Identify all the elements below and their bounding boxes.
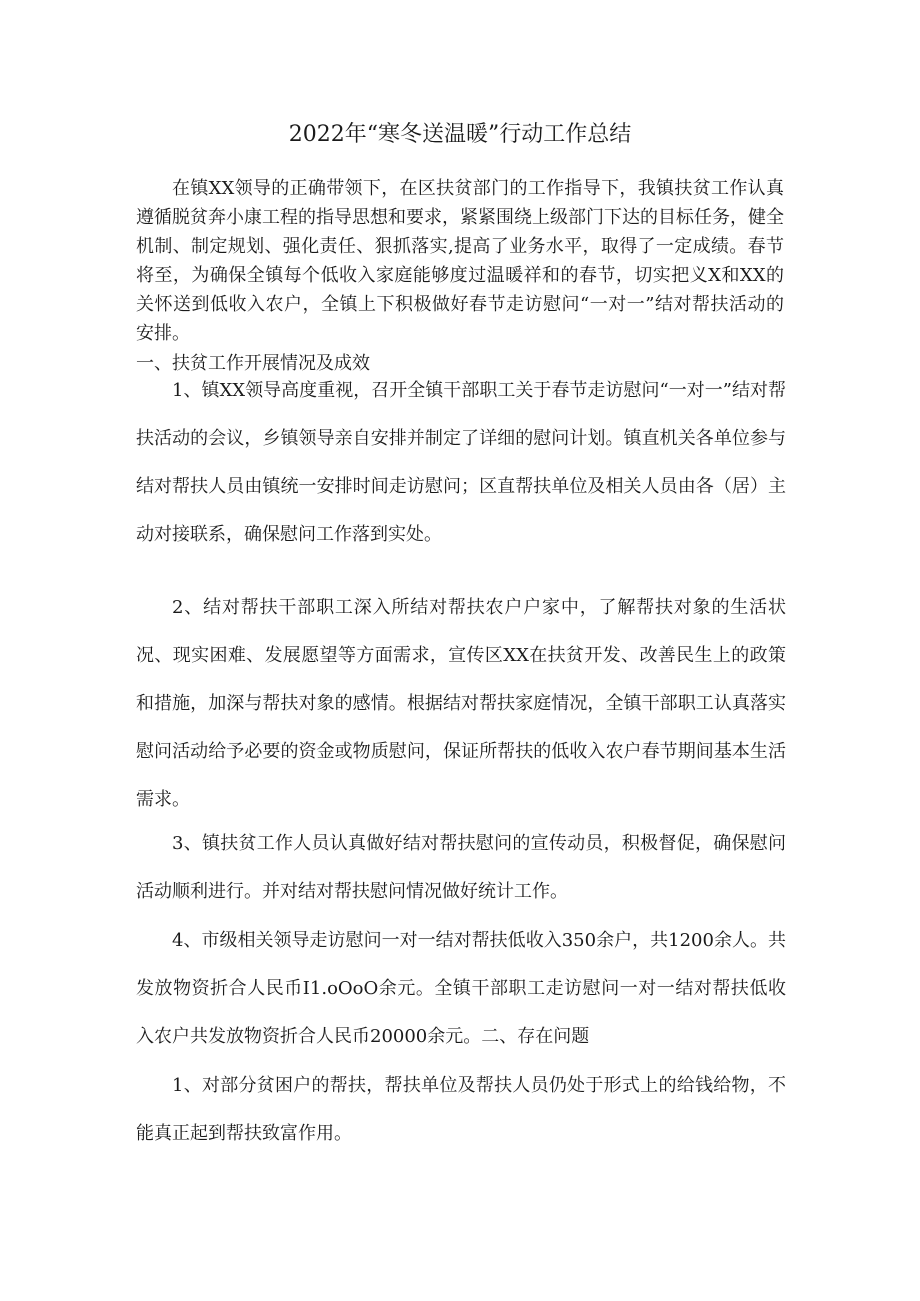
body-paragraph: 1、对部分贫困户的帮扶，帮扶单位及帮扶人员仍处于形式上的给钱给物，不能真正起到帮扶致富作用。 bbox=[136, 1075, 786, 1144]
body-paragraph: 4、市级相关领导走访慰问一对一结对帮扶低收入350余户，共1200余人。共发放物资折合人民币I1.oOoO余元。全镇干部职工走访慰问一对一结对帮扶低收入农户共发放物资折合人民币20000余元。二、存在问题 bbox=[136, 930, 786, 1047]
body-paragraph: 2、结对帮扶干部职工深入所结对帮扶农户户家中，了解帮扶对象的生活状况、现实困难、发展愿望等方面需求，宣传区XX在扶贫开发、改善民生上的政策和措施，加深与帮扶对象的感情。根据结对帮扶家庭情况，全镇干部职工认真落实慰问活动给予必要的资金或物质慰问，保证所帮扶的低收入农户春节期间基本生活需求。 bbox=[136, 597, 786, 810]
section-heading: 一、扶贫工作开展情况及成效 bbox=[136, 353, 370, 374]
body-paragraph: 3、镇扶贫工作人员认真做好结对帮扶慰问的宣传动员，积极督促，确保慰问活动顺利进行。并对结对帮扶慰问情况做好统计工作。 bbox=[136, 833, 786, 902]
body-paragraph: 1、镇XX领导高度重视，召开全镇干部职工关于春节走访慰问“一对一”结对帮扶活动的会议，乡镇领导亲自安排并制定了详细的慰问计划。镇直机关各单位参与结对帮扶人员由镇统一安排时间走访慰问；区直帮扶单位及相关人员由各（居）主动对接联系，确保慰问工作落到实处。 bbox=[136, 380, 786, 545]
intro-paragraph: 在镇XX领导的正确带领下，在区扶贫部门的工作指导下，我镇扶贫工作认真遵循脱贫奔小康工程的指导思想和要求，紧紧围绕上级部门下达的目标任务，健全机制、制定规划、强化责任、狠抓落实,提高了业务水平，取得了一定成绩。春节将至，为确保全镇每个低收入家庭能够度过温暖祥和的春节，切实把义X和XX的关怀送到低收入农户，全镇上下积极做好春节走访慰问“一对一”结对帮扶活动的安排。 bbox=[136, 178, 784, 344]
document-title: 2022年“寒冬送温暖”行动工作总结 bbox=[288, 122, 632, 147]
